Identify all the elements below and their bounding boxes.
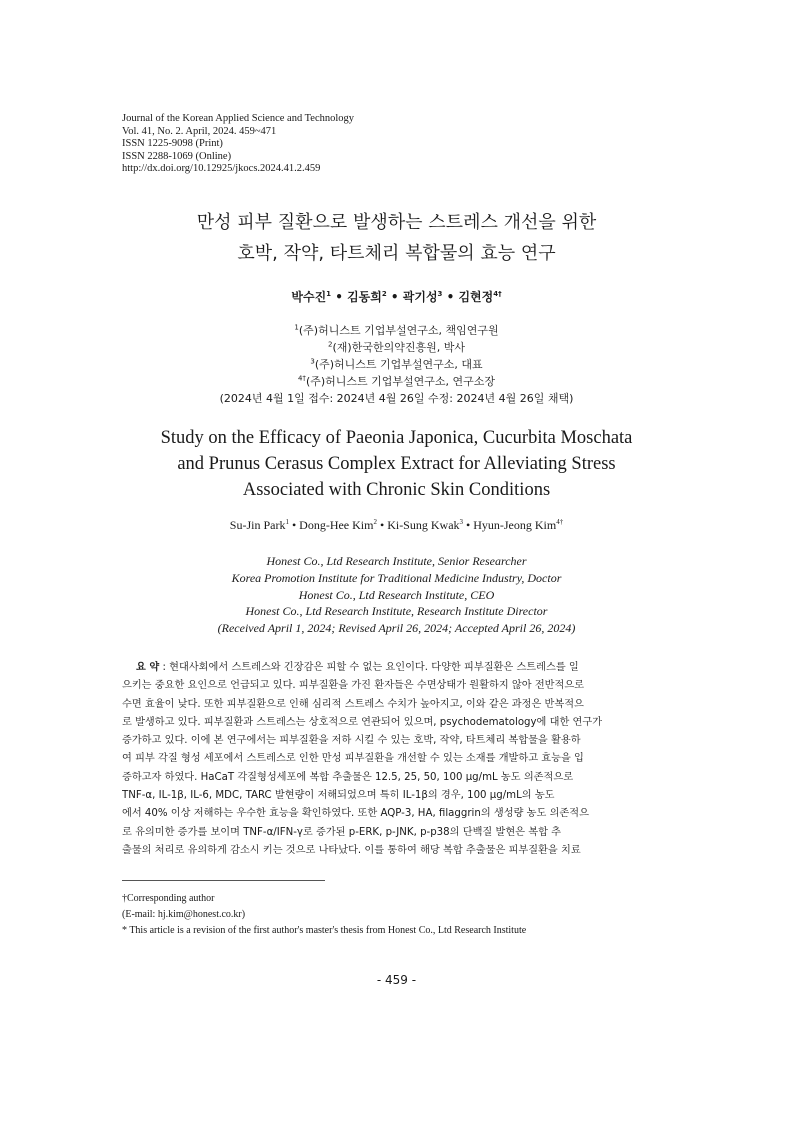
abstract-line: 증하고자 하였다. HaCaT 각질형성세포에 복합 추출물은 12.5, 25, 50, 100 μg/mL 농도 의존적으로	[122, 771, 574, 783]
author-sup: 1	[326, 290, 332, 298]
issn-print: ISSN 1225-9098 (Print)	[122, 138, 223, 150]
abstract-line: 출물의 처리로 유의하게 감소시 키는 것으로 나타났다. 이를 통하여 해당 복합 추출물은 피부질환을 치료	[122, 844, 581, 856]
affiliation-text: (주)허니스트 기업부설연구소, 대표	[314, 358, 483, 371]
abstract-text: 현대사회에서 스트레스와 긴장감은 피할 수 없는 요인이다. 다양한 피부질환은 스트레스를 일	[169, 662, 579, 673]
affiliation-text: (주)허니스트 기업부설연구소, 연구소장	[305, 375, 496, 388]
footnote-divider	[122, 880, 325, 881]
abstract-line: 여 피부 각질 형성 세포에서 스트레스로 인한 만성 피부질환을 개선할 수 있는 소재를 개발하고 효능을 입	[122, 753, 584, 765]
author-name: 김동희	[347, 290, 382, 304]
author-sup: 3	[437, 290, 443, 298]
affiliation	[0, 322, 793, 339]
affiliation-sup: 4†	[297, 374, 306, 383]
abstract-line: 로 유의미한 증가를 보이며 TNF-α/IFN-γ로 증가된 p-ERK, p-JNK, p-p38의 단백질 발현은 복합 추	[122, 826, 562, 838]
author-name: 김현정	[458, 290, 494, 304]
abstract-line: 증가하고 있다. 이에 본 연구에서는 피부질환을 저하 시킬 수 있는 호박, 작약, 타트체리 복합물을 활용하	[122, 735, 581, 747]
doi-link[interactable]: http://dx.doi.org/10.12925/jkocs.2024.41.2.459	[122, 163, 321, 175]
affiliation: Honest Co., Ltd Research Institute, CEO	[298, 587, 495, 602]
korean-authors	[0, 288, 793, 305]
page-number: - 459 -	[376, 973, 417, 987]
issn-online: ISSN 2288-1069 (Online)	[122, 150, 232, 162]
journal-name: Journal of the Korean Applied Science and Technology	[122, 113, 355, 124]
affiliation-sup: 1	[294, 323, 299, 332]
author-name: Su-Jin Park	[229, 518, 286, 532]
author-separator: •	[376, 518, 388, 532]
korean-title-line-1: 만성 피부 질환으로 발생하는 스트레스 개선을 위한	[196, 212, 597, 233]
thesis-note: * This article is a revision of the first author's master's thesis from Honest Co., Ltd Research Institute	[122, 925, 527, 936]
abstract-line: 수면 효율이 낮다. 또한 피부질환으로 인해 심리적 스트레스 수치가 높아지고, 이와 같은 과정은 반복적으	[122, 698, 584, 710]
korean-dates: (2024년 4월 1일 접수: 2024년 4월 26일 수정: 2024년 4월 26일 채택)	[219, 392, 574, 405]
affiliation	[0, 339, 793, 356]
author-separator: •	[442, 290, 459, 304]
author-sup: 3	[459, 518, 464, 526]
author-sup: 1	[285, 518, 289, 526]
affiliation: Honest Co., Ltd Research Institute, Research Institute Director	[245, 604, 548, 619]
author-separator: •	[331, 290, 348, 304]
author-name: 곽기성	[402, 290, 438, 304]
author-email: (E-mail: hj.kim@honest.co.kr)	[122, 909, 246, 920]
abstract-label: 요 약	[136, 662, 160, 673]
affiliation-sup: 3	[310, 357, 315, 366]
english-title	[0, 425, 793, 503]
english-title-line-3: Associated with Chronic Skin Conditions	[242, 480, 551, 500]
abstract-line: TNF-α, IL-1β, IL-6, MDC, TARC 발현량이 저해되었으며 특히 IL-1β의 경우, 100 μg/mL의 농도	[122, 790, 555, 802]
affiliation	[0, 356, 793, 373]
author-name: 박수진	[291, 290, 327, 304]
journal-header	[122, 113, 354, 176]
english-dates: (Received April 1, 2024; Revised April 26, 2024; Accepted April 26, 2024)	[217, 621, 576, 636]
english-title-line-2: and Prunus Cerasus Complex Extract for Alleviating Stress	[177, 454, 616, 474]
author-sup: 2	[373, 518, 377, 526]
author-name: Hyun-Jeong Kim	[473, 518, 557, 532]
affiliation	[0, 373, 793, 390]
abstract-line	[122, 659, 672, 677]
korean-title	[0, 207, 793, 269]
affiliation: Honest Co., Ltd Research Institute, Senior Researcher	[266, 554, 527, 568]
affiliation-text: (재)한국한의약진흥원, 박사	[332, 341, 465, 354]
author-separator: •	[288, 518, 300, 532]
abstract-line: 으키는 중요한 요인으로 언급되고 있다. 피부질환을 가진 환자들은 수면상태가 원활하지 않아 전반적으로	[122, 680, 585, 692]
korean-affiliations	[0, 322, 793, 407]
author-separator: •	[386, 290, 403, 304]
corresponding-author: †Corresponding author	[122, 893, 215, 904]
author-name: Ki-Sung Kwak	[387, 518, 460, 532]
author-name: Dong-Hee Kim	[299, 518, 374, 532]
abstract-colon: :	[159, 662, 170, 673]
affiliation: Korea Promotion Institute for Traditional Medicine Industry, Doctor	[231, 570, 562, 585]
journal-volume: Vol. 41, No. 2. April, 2024. 459~471	[122, 125, 277, 137]
abstract-line: 에서 40% 이상 저해하는 우수한 효능을 확인하였다. 또한 AQP-3, HA, filaggrin의 생성량 농도 의존적으	[122, 808, 589, 820]
author-sup: 4†	[556, 518, 564, 526]
english-affiliations	[0, 553, 793, 637]
english-title-line-1: Study on the Efficacy of Paeonia Japonica, Cucurbita Moschata	[160, 428, 633, 448]
affiliation-text: (주)허니스트 기업부설연구소, 책임연구원	[298, 324, 499, 337]
korean-title-line-2: 호박, 작약, 타트체리 복합물의 효능 연구	[237, 243, 556, 264]
english-authors	[0, 518, 793, 533]
abstract-line: 로 발생하고 있다. 피부질환과 스트레스는 상호적으로 연관되어 있으며, psychodematology에 대한 연구가	[122, 716, 603, 728]
author-sup: 2	[381, 290, 387, 298]
affiliation-sup: 2	[328, 340, 333, 349]
author-sup: 4†	[493, 290, 502, 298]
footnotes	[122, 891, 526, 939]
author-separator: •	[463, 518, 474, 532]
abstract	[122, 659, 672, 860]
